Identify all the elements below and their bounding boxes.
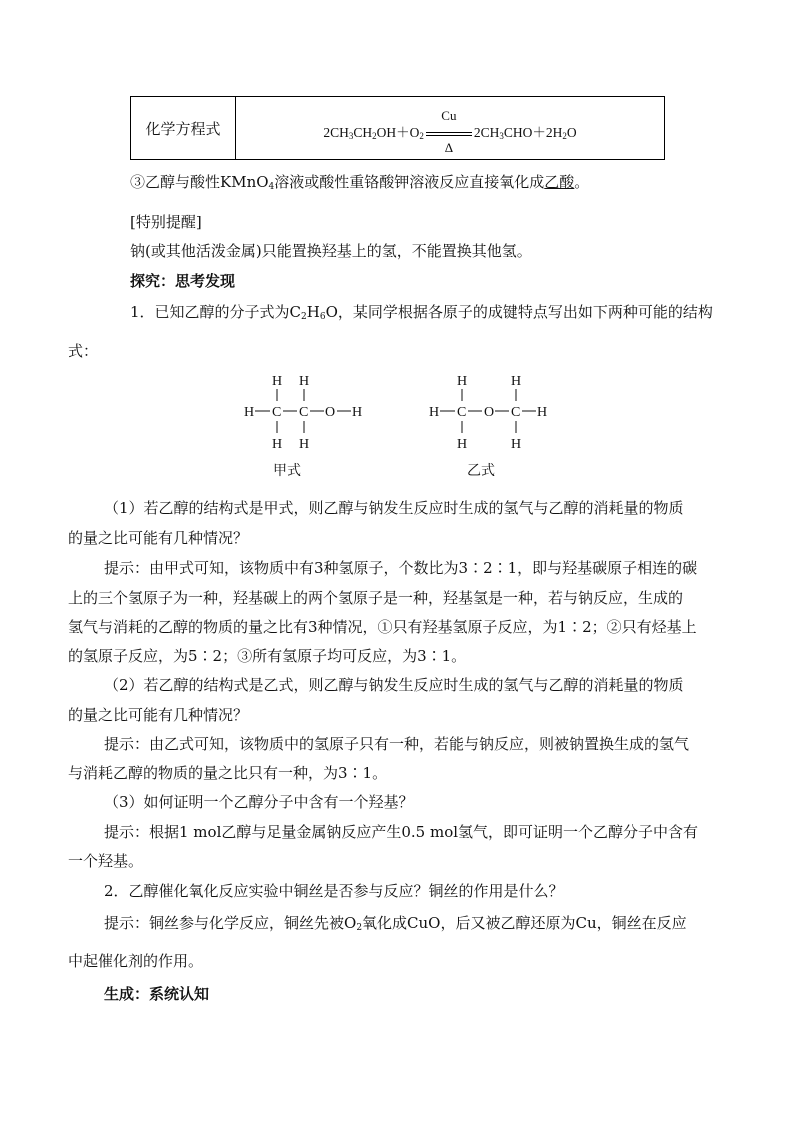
paragraph-item3: ③乙醇与酸性KMnO$_4$溶液或酸性重铬酸钾溶液反应直接氧化成乙酸。 <box>130 173 590 192</box>
question-1-2-cont: 的量之比可能有几种情况？ <box>68 706 249 724</box>
structure-a <box>240 370 370 454</box>
svg-text:H: H <box>457 437 468 452</box>
answer-1-1-line3: 氢气与消耗的乙醇的物质的量之比有3种情况，①只有羟基氢原子反应，为1∶2；②只有烃基上 <box>68 618 697 636</box>
answer-1-1-line1: 提示：由甲式可知，该物质中有3种氢原子，个数比为3∶2∶1，即与羟基碳原子相连的碳 <box>104 559 698 577</box>
svg-text:O: O <box>484 405 495 420</box>
svg-text:H: H <box>429 405 440 420</box>
answer-1-2-line2: 与消耗乙醇的物质的量之比只有一种，为3∶1。 <box>68 764 388 782</box>
svg-text:O: O <box>325 405 336 420</box>
equation-label: 化学方程式 <box>131 97 236 159</box>
svg-text:H: H <box>244 405 255 420</box>
svg-text:H: H <box>511 374 522 389</box>
question-1-1-cont: 的量之比可能有几种情况？ <box>68 529 249 547</box>
chemical-equation: $2CH_3CH_2OH+O_2$ $\frac{Cu}{\Delta}$ $2CH_3CHO+2H_2O$ <box>323 107 577 155</box>
answer-1-3-line1: 提示：根据1 mol乙醇与足量金属钠反应产生0.5 mol氢气，即可证明一个乙醇分子中含有 <box>104 823 699 841</box>
answer-2-line2: 中起催化剂的作用。 <box>68 952 204 970</box>
reaction-arrow <box>426 107 472 155</box>
answer-1-2-line1: 提示：由乙式可知，该物质中的氢原子只有一种，若能与钠反应，则被钠置换生成的氢气 <box>104 735 690 753</box>
svg-text:C: C <box>299 405 309 420</box>
tip-body: 钠(或其他活泼金属)只能置换羟基上的氢，不能置换其他氢。 <box>130 242 532 260</box>
structure-b <box>425 370 555 454</box>
svg-text:C: C <box>511 405 521 420</box>
svg-text:H: H <box>299 374 310 389</box>
svg-text:H: H <box>511 437 522 452</box>
answer-2-line1: 提示：铜丝参与化学反应，铜丝先被$O_2$氧化成CuO，后又被乙醇还原为Cu，铜丝在反应 <box>104 914 687 933</box>
section-title-generate: 生成：系统认知 <box>104 985 210 1003</box>
question-1-cont: 式： <box>68 342 99 360</box>
svg-text:C: C <box>272 405 282 420</box>
question-1-2: （2）若乙醇的结构式是乙式，则乙醇与钠发生反应时生成的氢气与乙醇的消耗量的物质 <box>104 676 684 694</box>
svg-text:H: H <box>272 374 283 389</box>
svg-text:H: H <box>457 374 468 389</box>
answer-1-1-line4: 的氢原子反应，为5∶2；③所有氢原子均可反应，为3∶1。 <box>68 647 467 665</box>
catalyst-label: Cu <box>441 107 457 123</box>
structure-a-caption: 甲式 <box>273 463 301 479</box>
svg-text:H: H <box>537 405 548 420</box>
answer-1-1-line2: 上的三个氢原子为一种，羟基碳上的两个氢原子是一种，羟基氢是一种，若与钠反应，生成的 <box>68 589 684 607</box>
svg-text:H: H <box>352 405 363 420</box>
tip-title: [特别提醒] <box>130 213 202 231</box>
question-1-1: （1）若乙醇的结构式是甲式，则乙醇与钠发生反应时生成的氢气与乙醇的消耗量的物质 <box>104 499 684 517</box>
equation-cell <box>236 97 664 159</box>
equation-table <box>130 96 665 160</box>
svg-text:C: C <box>457 405 467 420</box>
structure-b-caption: 乙式 <box>467 463 495 479</box>
answer-1-3-line2: 一个羟基。 <box>68 852 144 870</box>
heat-condition: Δ <box>444 139 454 155</box>
question-1-3: （3）如何证明一个乙醇分子中含有一个羟基？ <box>104 793 414 811</box>
section-title-explore: 探究：思考发现 <box>130 272 236 290</box>
svg-text:H: H <box>299 437 310 452</box>
question-2: 2．乙醇催化氧化反应实验中铜丝是否参与反应？铜丝的作用是什么？ <box>104 882 564 900</box>
svg-text:H: H <box>272 437 283 452</box>
question-1: 1．已知乙醇的分子式为$C_2H_6O$，某同学根据各原子的成键特点写出如下两种可能的结构 <box>130 303 713 322</box>
